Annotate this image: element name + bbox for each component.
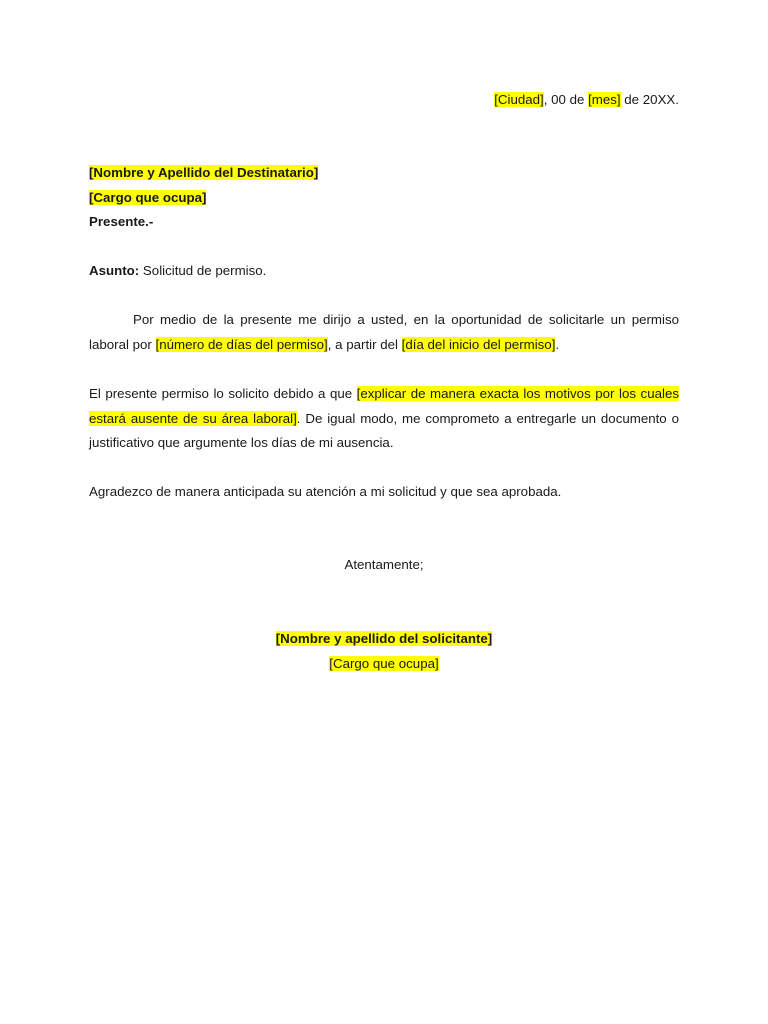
month-placeholder: [mes] (588, 92, 621, 107)
recipient-position-placeholder: [Cargo que ocupa] (89, 190, 207, 205)
days-placeholder: [número de días del permiso] (155, 336, 328, 352)
date-end-text: de 20XX. (620, 92, 679, 107)
subject-line (89, 262, 266, 280)
signer-position-placeholder: [Cargo que ocupa] (329, 656, 439, 671)
subject-label: Asunto: (89, 263, 140, 278)
subject-text: Solicitud de permiso. (139, 263, 267, 278)
body-paragraph-2 (89, 382, 679, 456)
p1-text-a: Por medio de la presente me dirijo a usted, en la oportunidad de solicitarle un permiso laboral por (89, 312, 679, 352)
body-paragraph-3: Agradezco de manera anticipada su atención a mi solicitud y que sea aprobada. (89, 484, 562, 499)
p2-text-a: El presente permiso lo solicito debido a que (89, 386, 357, 401)
signer-name (0, 630, 768, 648)
signer-name-placeholder: [Nombre y apellido del solicitante] (275, 631, 493, 646)
p1-text-b: , a partir del (327, 336, 402, 352)
start-day-placeholder: [día del inicio del permiso] (401, 336, 556, 352)
city-placeholder: [Ciudad] (494, 92, 544, 107)
p1-text-c: . (555, 336, 560, 352)
date-line (494, 91, 679, 109)
p2-text-b: . De igual modo, me comprometo a entregarle un documento o justificativo que argumente los días de mi ausencia. (89, 410, 679, 450)
signer-position (0, 655, 768, 673)
body-paragraph-1 (89, 308, 679, 357)
date-middle-text: , 00 de (543, 92, 589, 107)
closing-salutation: Atentamente; (344, 557, 424, 572)
present-line: Presente.- (89, 214, 154, 229)
recipient-position (89, 189, 206, 207)
recipient-name (89, 164, 318, 182)
recipient-name-placeholder: [Nombre y Apellido del Destinatario] (89, 165, 319, 180)
reason-placeholder: [explicar de manera exacta los motivos por los cuales estará ausente de su área laboral] (89, 386, 679, 426)
